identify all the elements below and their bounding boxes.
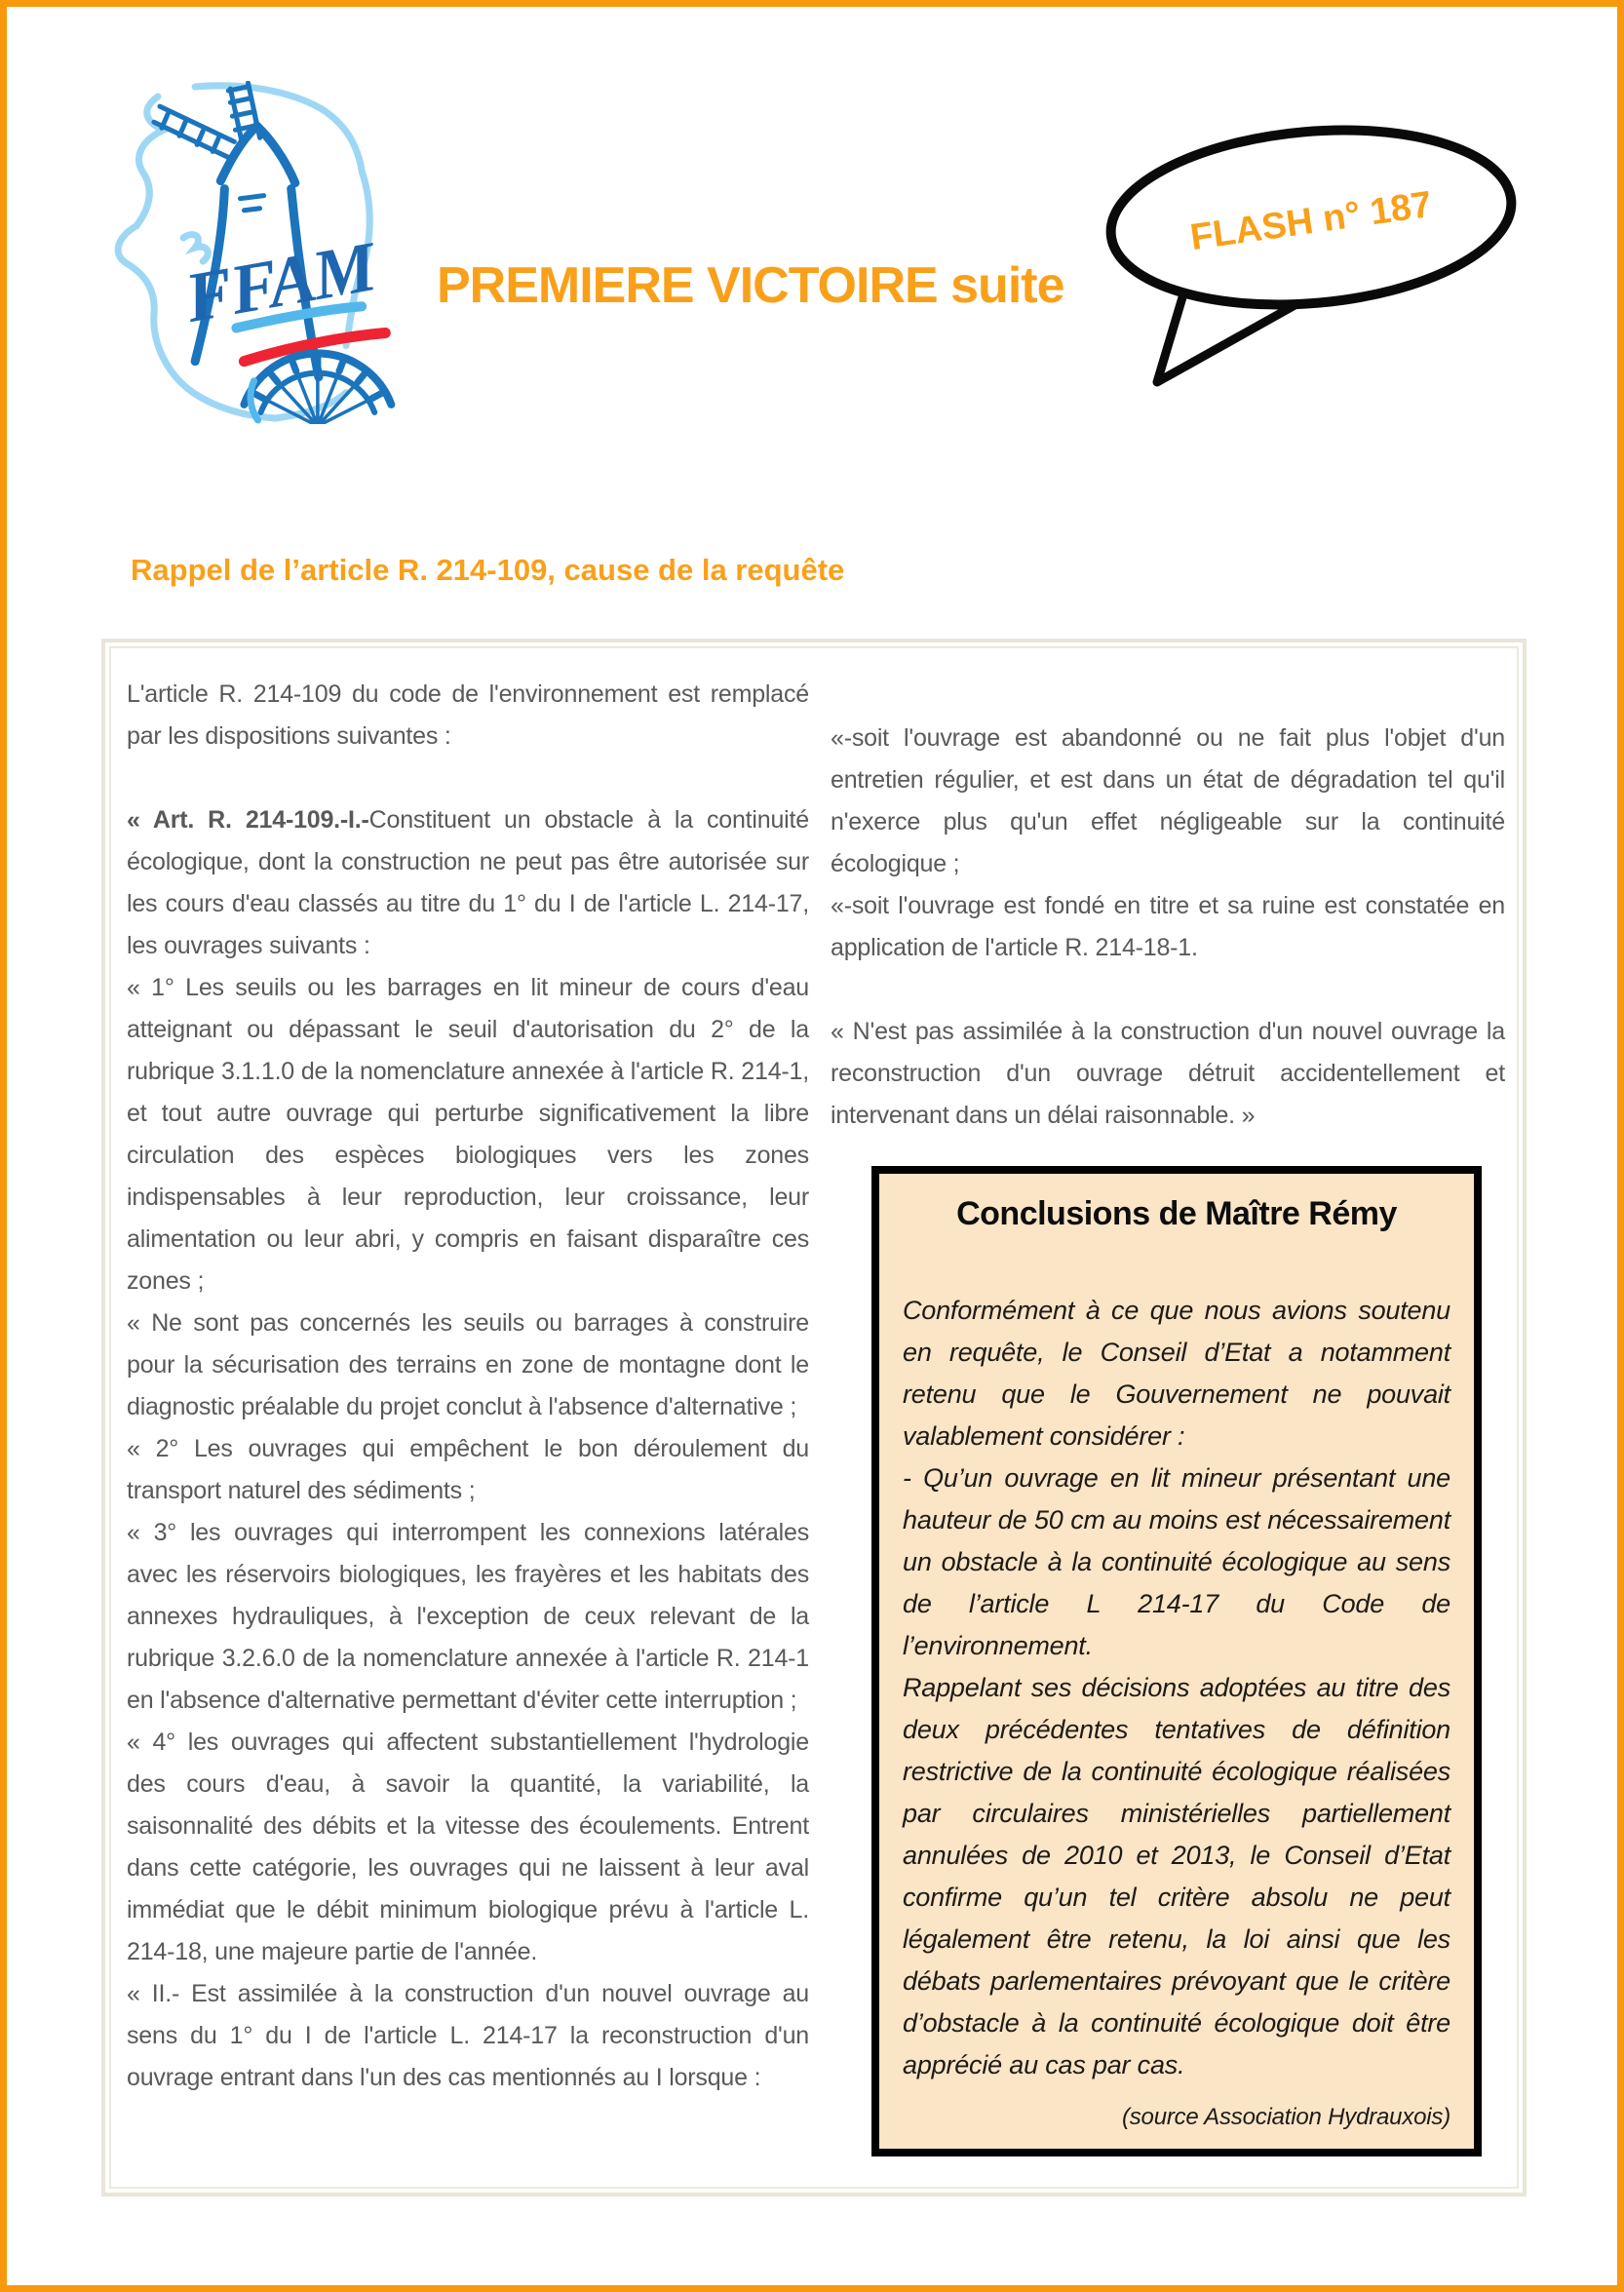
article-right-column xyxy=(831,674,1505,2187)
article-ref-bold: « Art. R. 214-109.-I.- xyxy=(127,806,369,834)
paragraph: « 3° les ouvrages qui interrompent les connexions latérales avec les réservoirs biologiques, les frayères et les habitats des annexes hydrauliques, à l'exception de ceux relevant de la rubrique 3.2.6.0 de la nomenclature annexée à l'article R. 214-1 en l'absence d'alternative permettant d'éviter cette interruption ; xyxy=(127,1519,809,1714)
paragraph: «-soit l'ouvrage est abandonné ou ne fait plus l'objet d'un entretien régulier, et est dans un état de dégradation tel qu'il n'exerce plus qu'un effet négligeable sur la continuité écologique ; xyxy=(831,724,1505,877)
flash-badge-label: FLASH n° 187 xyxy=(1187,183,1435,259)
content-frame xyxy=(101,639,1527,2196)
ffam-logo xyxy=(97,81,406,424)
conclusions-paragraph: - Qu’un ouvrage en lit mineur présentant une hauteur de 50 cm au moins est nécessairement un obstacle à la continuité écologique au sens de l’article L 214-17 du Code de l’environnement. xyxy=(903,1463,1450,1660)
logo-wordmark: FFAM xyxy=(179,226,380,337)
paragraph: « N'est pas assimilée à la construction d'un nouvel ouvrage la reconstruction d'un ouvrage détruit accidentellement et intervenant dans un délai raisonnable. » xyxy=(831,1018,1505,1129)
paragraph: « Ne sont pas concernés les seuils ou barrages à construire pour la sécurisation des terrains en zone de montagne dont le diagnostic préalable du projet conclut à l'absence d'alternative ; xyxy=(127,1309,809,1420)
article-left-column xyxy=(127,674,809,2187)
paragraph: « 2° Les ouvrages qui empêchent le bon déroulement du transport naturel des sédiments ; xyxy=(127,1435,809,1504)
conclusions-title: Conclusions de Maître Rémy xyxy=(956,1195,1397,1232)
waterwheel-icon xyxy=(244,353,391,424)
paragraph: « 4° les ouvrages qui affectent substantiellement l'hydrologie des cours d'eau, à savoir la quantité, la variabilité, la saisonnalité des débits et la vitesse des écoulements. Entrent dans cette catégorie, les ouvrages qui ne laissent à leur aval immédiat que le débit minimum biologique prévu à l'article L. 214-18, une majeure partie de l'année. xyxy=(127,1729,809,1965)
paragraph: L'article R. 214-109 du code de l'environnement est remplacé par les dispositions suivantes : xyxy=(127,680,809,750)
paragraph: « 1° Les seuils ou les barrages en lit mineur de cours d'eau atteignant ou dépassant le seuil d'autorisation du 2° de la rubrique 3.1.1.0 de la nomenclature annexée à l'article R. 214-1, et tout autre ouvrage qui perturbe significativement la libre circulation des espèces biologiques vers les zones indispensables à leur reproduction, leur croissance, leur alimentation ou leur abri, y compris en faisant disparaître ces zones ; xyxy=(127,974,809,1295)
page-title: PREMIERE VICTOIRE suite xyxy=(437,257,1064,314)
paragraph: « II.- Est assimilée à la construction d'un nouvel ouvrage au sens du 1° du I de l'article L. 214-17 la reconstruction d'un ouvrage entrant dans l'un des cas mentionnés au I lorsque : xyxy=(127,1980,809,2091)
conclusions-paragraph: Conformément à ce que nous avions soutenu en requête, le Conseil d’Etat a notamment retenu que le Gouvernement ne pouvait valablement considérer : xyxy=(903,1296,1450,1451)
flash-bubble xyxy=(1091,114,1534,402)
paragraph: «-soit l'ouvrage est fondé en titre et sa ruine est constatée en application de l'article R. 214-18-1. xyxy=(831,892,1505,961)
content-frame-inner xyxy=(109,646,1519,2189)
conclusions-source: (source Association Hydrauxois) xyxy=(1121,2104,1450,2130)
conclusions-paragraph: Rappelant ses décisions adoptées au titre des deux précédentes tentatives de définition restrictive de la continuité écologique réalisées par circulaires ministérielles partiellement annulées de 2010 et 2013, le Conseil d’Etat confirme qu’un tel critère absolu ne peut légalement être retenu, la loi ainsi que les débats parlementaires prévoyant que le critère d’obstacle à la continuité écologique doit être apprécié au cas par cas. xyxy=(903,1673,1450,2079)
section-heading: Rappel de l’article R. 214-109, cause de la requête xyxy=(131,553,845,587)
paragraph: « Art. R. 214-109.-I.-Constituent un obstacle à la continuité écologique, dont la construction ne peut pas être autorisée sur les cours d'eau classés au titre du 1° du I de l'article L. 214-17, les ouvrages suivants : xyxy=(127,806,809,959)
conclusions-box xyxy=(871,1166,1482,2156)
